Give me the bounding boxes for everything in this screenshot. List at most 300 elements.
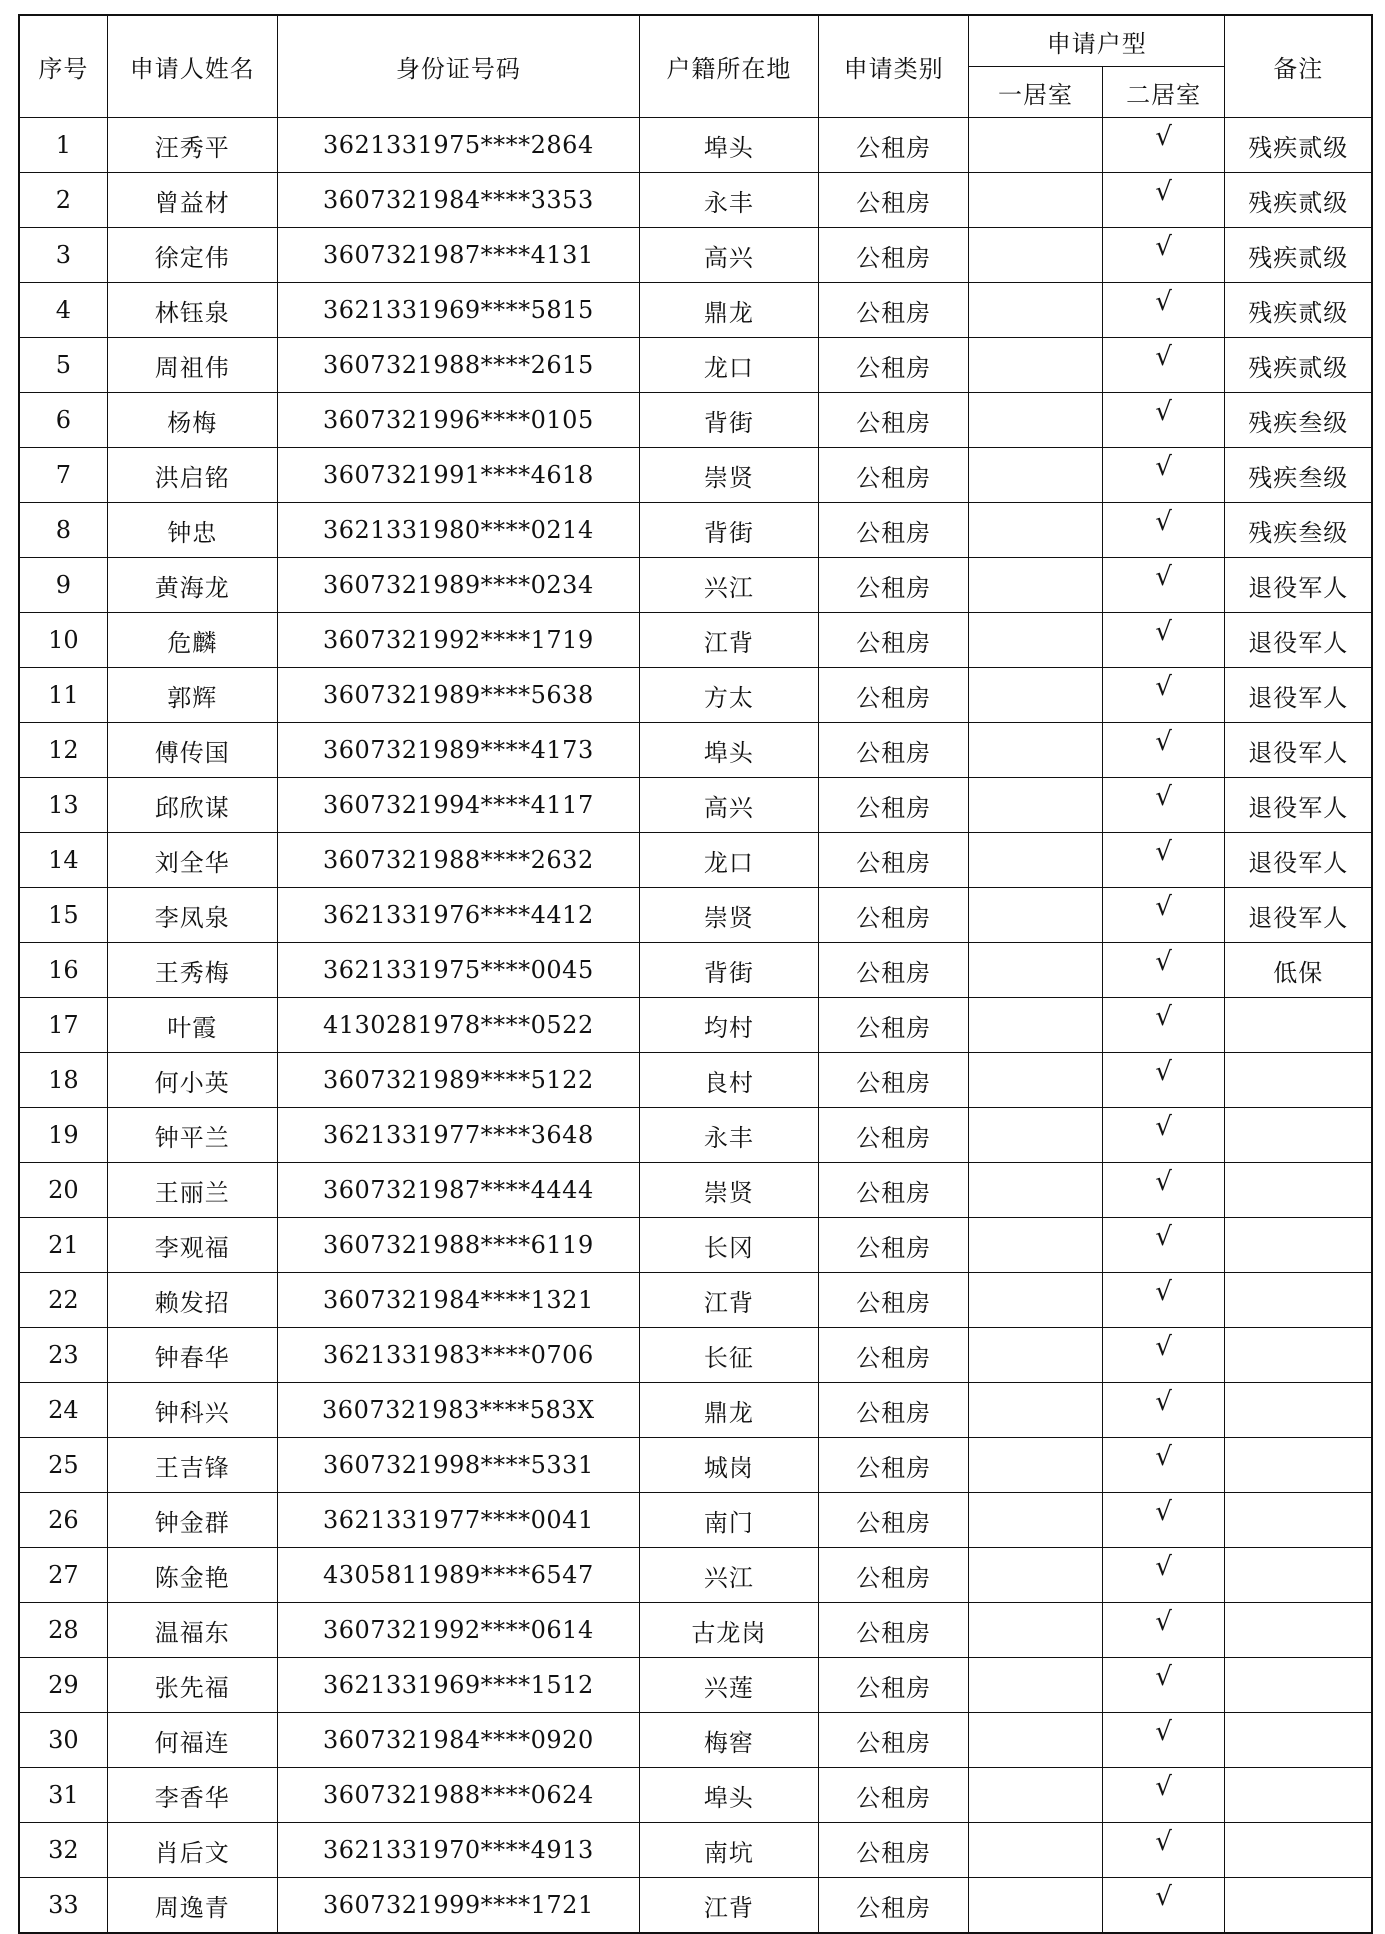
cell-location: 龙口 — [639, 833, 818, 888]
header-id: 身份证号码 — [277, 15, 639, 118]
cell-note: 退役军人 — [1225, 778, 1372, 833]
cell-two-bedroom: √ — [1102, 1273, 1225, 1328]
cell-seq: 22 — [19, 1273, 107, 1328]
cell-seq: 14 — [19, 833, 107, 888]
cell-seq: 27 — [19, 1548, 107, 1603]
cell-location: 城岗 — [639, 1438, 818, 1493]
cell-location: 崇贤 — [639, 888, 818, 943]
cell-note: 残疾贰级 — [1225, 228, 1372, 283]
header-seq: 序号 — [19, 15, 107, 118]
table-row — [19, 1658, 1372, 1713]
cell-name: 陈金艳 — [107, 1548, 277, 1603]
cell-location: 南门 — [639, 1493, 818, 1548]
cell-id-number: 3607321994****4117 — [277, 778, 639, 833]
cell-one-bedroom — [969, 558, 1103, 613]
cell-category: 公租房 — [819, 173, 969, 228]
cell-note: 残疾贰级 — [1225, 173, 1372, 228]
cell-one-bedroom — [969, 503, 1103, 558]
cell-two-bedroom: √ — [1102, 1768, 1225, 1823]
cell-id-number: 3607321987****4131 — [277, 228, 639, 283]
cell-id-number: 3607321989****4173 — [277, 723, 639, 778]
table-row — [19, 1053, 1372, 1108]
cell-note — [1225, 1823, 1372, 1878]
cell-two-bedroom: √ — [1102, 888, 1225, 943]
cell-location: 长冈 — [639, 1218, 818, 1273]
cell-one-bedroom — [969, 833, 1103, 888]
cell-location: 高兴 — [639, 228, 818, 283]
header-one-bedroom: 一居室 — [969, 67, 1103, 118]
cell-two-bedroom: √ — [1102, 503, 1225, 558]
cell-location: 古龙岗 — [639, 1603, 818, 1658]
cell-two-bedroom: √ — [1102, 118, 1225, 173]
cell-name: 王丽兰 — [107, 1163, 277, 1218]
cell-category: 公租房 — [819, 338, 969, 393]
cell-two-bedroom: √ — [1102, 998, 1225, 1053]
cell-category: 公租房 — [819, 613, 969, 668]
cell-location: 良村 — [639, 1053, 818, 1108]
cell-category: 公租房 — [819, 778, 969, 833]
cell-location: 背街 — [639, 503, 818, 558]
cell-id-number: 3607321989****0234 — [277, 558, 639, 613]
cell-note — [1225, 1053, 1372, 1108]
cell-two-bedroom: √ — [1102, 1823, 1225, 1878]
cell-id-number: 3621331975****2864 — [277, 118, 639, 173]
cell-name: 何小英 — [107, 1053, 277, 1108]
cell-two-bedroom: √ — [1102, 1328, 1225, 1383]
cell-note: 残疾叁级 — [1225, 393, 1372, 448]
header-two-bedroom: 二居室 — [1102, 67, 1225, 118]
cell-one-bedroom — [969, 228, 1103, 283]
cell-category: 公租房 — [819, 1548, 969, 1603]
cell-one-bedroom — [969, 1493, 1103, 1548]
cell-id-number: 3621331969****1512 — [277, 1658, 639, 1713]
cell-name: 李香华 — [107, 1768, 277, 1823]
cell-name: 王吉锋 — [107, 1438, 277, 1493]
table-row — [19, 1438, 1372, 1493]
cell-one-bedroom — [969, 1108, 1103, 1163]
cell-location: 江背 — [639, 1273, 818, 1328]
cell-seq: 32 — [19, 1823, 107, 1878]
cell-id-number: 4305811989****6547 — [277, 1548, 639, 1603]
cell-id-number: 3607321984****0920 — [277, 1713, 639, 1768]
cell-id-number: 3607321984****3353 — [277, 173, 639, 228]
cell-one-bedroom — [969, 1658, 1103, 1713]
table-body — [19, 118, 1372, 1934]
cell-note — [1225, 1438, 1372, 1493]
cell-two-bedroom: √ — [1102, 228, 1225, 283]
table-row — [19, 1878, 1372, 1934]
cell-seq: 2 — [19, 173, 107, 228]
cell-one-bedroom — [969, 1878, 1103, 1934]
cell-two-bedroom: √ — [1102, 943, 1225, 998]
table-row — [19, 1163, 1372, 1218]
cell-id-number: 3607321989****5638 — [277, 668, 639, 723]
cell-location: 龙口 — [639, 338, 818, 393]
cell-two-bedroom: √ — [1102, 1383, 1225, 1438]
cell-name: 王秀梅 — [107, 943, 277, 998]
cell-note: 残疾叁级 — [1225, 503, 1372, 558]
table-row — [19, 1493, 1372, 1548]
header-category: 申请类别 — [819, 15, 969, 118]
header-note: 备注 — [1225, 15, 1372, 118]
cell-name: 肖后文 — [107, 1823, 277, 1878]
table-row — [19, 173, 1372, 228]
cell-name: 曾益材 — [107, 173, 277, 228]
cell-name: 叶霞 — [107, 998, 277, 1053]
cell-one-bedroom — [969, 1328, 1103, 1383]
cell-name: 汪秀平 — [107, 118, 277, 173]
cell-category: 公租房 — [819, 1218, 969, 1273]
cell-category: 公租房 — [819, 448, 969, 503]
applicant-table — [18, 14, 1373, 1934]
cell-note — [1225, 1713, 1372, 1768]
cell-location: 兴江 — [639, 1548, 818, 1603]
cell-seq: 31 — [19, 1768, 107, 1823]
cell-name: 洪启铭 — [107, 448, 277, 503]
cell-seq: 21 — [19, 1218, 107, 1273]
cell-note — [1225, 1163, 1372, 1218]
cell-location: 均村 — [639, 998, 818, 1053]
cell-category: 公租房 — [819, 1878, 969, 1934]
table-row — [19, 1218, 1372, 1273]
cell-one-bedroom — [969, 1438, 1103, 1493]
cell-name: 钟平兰 — [107, 1108, 277, 1163]
cell-location: 埠头 — [639, 723, 818, 778]
cell-seq: 10 — [19, 613, 107, 668]
cell-category: 公租房 — [819, 1713, 969, 1768]
table-row — [19, 888, 1372, 943]
cell-location: 高兴 — [639, 778, 818, 833]
cell-location: 崇贤 — [639, 448, 818, 503]
cell-seq: 30 — [19, 1713, 107, 1768]
cell-note — [1225, 1603, 1372, 1658]
cell-id-number: 3607321988****0624 — [277, 1768, 639, 1823]
cell-two-bedroom: √ — [1102, 1603, 1225, 1658]
cell-seq: 17 — [19, 998, 107, 1053]
cell-id-number: 3607321991****4618 — [277, 448, 639, 503]
cell-seq: 3 — [19, 228, 107, 283]
cell-note — [1225, 1768, 1372, 1823]
cell-id-number: 3607321988****6119 — [277, 1218, 639, 1273]
cell-seq: 8 — [19, 503, 107, 558]
cell-location: 方太 — [639, 668, 818, 723]
cell-one-bedroom — [969, 118, 1103, 173]
header-unit-type: 申请户型 — [969, 15, 1225, 67]
cell-seq: 5 — [19, 338, 107, 393]
cell-seq: 13 — [19, 778, 107, 833]
cell-id-number: 3621331983****0706 — [277, 1328, 639, 1383]
cell-location: 永丰 — [639, 173, 818, 228]
cell-id-number: 3607321988****2615 — [277, 338, 639, 393]
cell-name: 张先福 — [107, 1658, 277, 1713]
table-row — [19, 1328, 1372, 1383]
cell-one-bedroom — [969, 998, 1103, 1053]
cell-location: 埠头 — [639, 1768, 818, 1823]
header-location: 户籍所在地 — [639, 15, 818, 118]
cell-id-number: 3607321992****1719 — [277, 613, 639, 668]
cell-note — [1225, 1548, 1372, 1603]
cell-name: 钟春华 — [107, 1328, 277, 1383]
cell-one-bedroom — [969, 1548, 1103, 1603]
cell-seq: 11 — [19, 668, 107, 723]
cell-location: 兴江 — [639, 558, 818, 613]
cell-name: 邱欣谋 — [107, 778, 277, 833]
cell-location: 梅窖 — [639, 1713, 818, 1768]
cell-id-number: 3621331976****4412 — [277, 888, 639, 943]
cell-id-number: 3621331970****4913 — [277, 1823, 639, 1878]
cell-id-number: 3607321988****2632 — [277, 833, 639, 888]
cell-two-bedroom: √ — [1102, 558, 1225, 613]
cell-seq: 26 — [19, 1493, 107, 1548]
cell-category: 公租房 — [819, 1383, 969, 1438]
cell-category: 公租房 — [819, 503, 969, 558]
cell-category: 公租房 — [819, 1603, 969, 1658]
cell-category: 公租房 — [819, 1108, 969, 1163]
cell-two-bedroom: √ — [1102, 778, 1225, 833]
cell-two-bedroom: √ — [1102, 668, 1225, 723]
cell-category: 公租房 — [819, 1273, 969, 1328]
cell-category: 公租房 — [819, 1768, 969, 1823]
cell-id-number: 3607321983****583X — [277, 1383, 639, 1438]
table-row — [19, 448, 1372, 503]
cell-category: 公租房 — [819, 833, 969, 888]
cell-two-bedroom: √ — [1102, 1713, 1225, 1768]
cell-seq: 19 — [19, 1108, 107, 1163]
table-row — [19, 668, 1372, 723]
cell-note: 退役军人 — [1225, 558, 1372, 613]
cell-id-number: 3621331977****3648 — [277, 1108, 639, 1163]
cell-one-bedroom — [969, 1768, 1103, 1823]
cell-id-number: 3607321999****1721 — [277, 1878, 639, 1934]
cell-seq: 23 — [19, 1328, 107, 1383]
cell-two-bedroom: √ — [1102, 1493, 1225, 1548]
cell-note — [1225, 1218, 1372, 1273]
cell-id-number: 3621331977****0041 — [277, 1493, 639, 1548]
table-row — [19, 1108, 1372, 1163]
cell-id-number: 3621331980****0214 — [277, 503, 639, 558]
cell-seq: 24 — [19, 1383, 107, 1438]
cell-note — [1225, 1493, 1372, 1548]
cell-id-number: 3607321996****0105 — [277, 393, 639, 448]
cell-id-number: 4130281978****0522 — [277, 998, 639, 1053]
cell-seq: 20 — [19, 1163, 107, 1218]
cell-location: 鼎龙 — [639, 283, 818, 338]
table-header — [19, 15, 1372, 118]
table-row — [19, 1603, 1372, 1658]
cell-location: 背街 — [639, 393, 818, 448]
cell-note — [1225, 1273, 1372, 1328]
cell-one-bedroom — [969, 173, 1103, 228]
cell-two-bedroom: √ — [1102, 1548, 1225, 1603]
cell-one-bedroom — [969, 888, 1103, 943]
cell-category: 公租房 — [819, 1658, 969, 1713]
cell-category: 公租房 — [819, 668, 969, 723]
cell-two-bedroom: √ — [1102, 1438, 1225, 1493]
cell-note: 残疾贰级 — [1225, 283, 1372, 338]
cell-name: 傅传国 — [107, 723, 277, 778]
cell-seq: 1 — [19, 118, 107, 173]
cell-seq: 25 — [19, 1438, 107, 1493]
cell-one-bedroom — [969, 283, 1103, 338]
table-row — [19, 943, 1372, 998]
cell-two-bedroom: √ — [1102, 1108, 1225, 1163]
cell-one-bedroom — [969, 1713, 1103, 1768]
cell-note: 退役军人 — [1225, 833, 1372, 888]
cell-category: 公租房 — [819, 723, 969, 778]
cell-seq: 33 — [19, 1878, 107, 1934]
cell-id-number: 3621331969****5815 — [277, 283, 639, 338]
table-row — [19, 1823, 1372, 1878]
cell-name: 赖发招 — [107, 1273, 277, 1328]
cell-location: 长征 — [639, 1328, 818, 1383]
cell-name: 温福东 — [107, 1603, 277, 1658]
cell-name: 危麟 — [107, 613, 277, 668]
cell-two-bedroom: √ — [1102, 723, 1225, 778]
cell-note: 低保 — [1225, 943, 1372, 998]
cell-category: 公租房 — [819, 228, 969, 283]
cell-note — [1225, 1328, 1372, 1383]
table-row — [19, 1273, 1372, 1328]
cell-seq: 9 — [19, 558, 107, 613]
cell-category: 公租房 — [819, 283, 969, 338]
cell-name: 刘全华 — [107, 833, 277, 888]
cell-note — [1225, 1878, 1372, 1934]
cell-one-bedroom — [969, 1163, 1103, 1218]
cell-location: 永丰 — [639, 1108, 818, 1163]
cell-name: 周祖伟 — [107, 338, 277, 393]
cell-category: 公租房 — [819, 998, 969, 1053]
cell-two-bedroom: √ — [1102, 833, 1225, 888]
cell-location: 鼎龙 — [639, 1383, 818, 1438]
table-row — [19, 558, 1372, 613]
cell-one-bedroom — [969, 1273, 1103, 1328]
cell-seq: 16 — [19, 943, 107, 998]
cell-name: 李凤泉 — [107, 888, 277, 943]
cell-name: 郭辉 — [107, 668, 277, 723]
cell-category: 公租房 — [819, 393, 969, 448]
cell-category: 公租房 — [819, 1823, 969, 1878]
cell-one-bedroom — [969, 723, 1103, 778]
cell-seq: 12 — [19, 723, 107, 778]
cell-category: 公租房 — [819, 1438, 969, 1493]
table-row — [19, 1383, 1372, 1438]
cell-note — [1225, 1108, 1372, 1163]
cell-category: 公租房 — [819, 943, 969, 998]
table-row — [19, 723, 1372, 778]
cell-seq: 7 — [19, 448, 107, 503]
cell-one-bedroom — [969, 778, 1103, 833]
cell-two-bedroom: √ — [1102, 1053, 1225, 1108]
cell-category: 公租房 — [819, 1053, 969, 1108]
table-row — [19, 283, 1372, 338]
cell-seq: 6 — [19, 393, 107, 448]
table-row — [19, 833, 1372, 888]
cell-one-bedroom — [969, 338, 1103, 393]
cell-name: 何福连 — [107, 1713, 277, 1768]
cell-note: 退役军人 — [1225, 668, 1372, 723]
cell-two-bedroom: √ — [1102, 338, 1225, 393]
cell-note — [1225, 998, 1372, 1053]
cell-two-bedroom: √ — [1102, 613, 1225, 668]
cell-two-bedroom: √ — [1102, 1163, 1225, 1218]
cell-note: 退役军人 — [1225, 888, 1372, 943]
cell-name: 杨梅 — [107, 393, 277, 448]
cell-location: 崇贤 — [639, 1163, 818, 1218]
cell-category: 公租房 — [819, 1493, 969, 1548]
table-row — [19, 998, 1372, 1053]
cell-category: 公租房 — [819, 1328, 969, 1383]
table-row — [19, 1768, 1372, 1823]
cell-two-bedroom: √ — [1102, 1878, 1225, 1934]
cell-one-bedroom — [969, 1823, 1103, 1878]
cell-note — [1225, 1383, 1372, 1438]
table-row — [19, 1548, 1372, 1603]
cell-name: 周逸青 — [107, 1878, 277, 1934]
cell-one-bedroom — [969, 1218, 1103, 1273]
cell-two-bedroom: √ — [1102, 173, 1225, 228]
cell-id-number: 3607321984****1321 — [277, 1273, 639, 1328]
cell-note: 残疾贰级 — [1225, 338, 1372, 393]
cell-name: 钟忠 — [107, 503, 277, 558]
cell-location: 背街 — [639, 943, 818, 998]
cell-category: 公租房 — [819, 888, 969, 943]
cell-note: 退役军人 — [1225, 613, 1372, 668]
table-row — [19, 118, 1372, 173]
cell-category: 公租房 — [819, 118, 969, 173]
cell-note: 退役军人 — [1225, 723, 1372, 778]
cell-seq: 28 — [19, 1603, 107, 1658]
table-row — [19, 228, 1372, 283]
table-row — [19, 778, 1372, 833]
cell-one-bedroom — [969, 1603, 1103, 1658]
table-row — [19, 338, 1372, 393]
cell-id-number: 3607321992****0614 — [277, 1603, 639, 1658]
cell-one-bedroom — [969, 1383, 1103, 1438]
cell-name: 徐定伟 — [107, 228, 277, 283]
cell-one-bedroom — [969, 393, 1103, 448]
cell-location: 兴莲 — [639, 1658, 818, 1713]
cell-category: 公租房 — [819, 558, 969, 613]
cell-note: 残疾叁级 — [1225, 448, 1372, 503]
cell-two-bedroom: √ — [1102, 1218, 1225, 1273]
cell-name: 林钰泉 — [107, 283, 277, 338]
cell-location: 江背 — [639, 1878, 818, 1934]
table-row — [19, 1713, 1372, 1768]
cell-two-bedroom: √ — [1102, 448, 1225, 503]
cell-seq: 18 — [19, 1053, 107, 1108]
table-row — [19, 613, 1372, 668]
cell-one-bedroom — [969, 1053, 1103, 1108]
cell-note — [1225, 1658, 1372, 1713]
cell-one-bedroom — [969, 668, 1103, 723]
cell-two-bedroom: √ — [1102, 283, 1225, 338]
cell-name: 钟金群 — [107, 1493, 277, 1548]
cell-id-number: 3607321998****5331 — [277, 1438, 639, 1493]
cell-id-number: 3607321987****4444 — [277, 1163, 639, 1218]
cell-seq: 15 — [19, 888, 107, 943]
cell-name: 黄海龙 — [107, 558, 277, 613]
cell-name: 钟科兴 — [107, 1383, 277, 1438]
cell-location: 南坑 — [639, 1823, 818, 1878]
table-row — [19, 503, 1372, 558]
cell-id-number: 3607321989****5122 — [277, 1053, 639, 1108]
cell-two-bedroom: √ — [1102, 393, 1225, 448]
cell-name: 李观福 — [107, 1218, 277, 1273]
cell-location: 江背 — [639, 613, 818, 668]
cell-one-bedroom — [969, 448, 1103, 503]
cell-note: 残疾贰级 — [1225, 118, 1372, 173]
cell-one-bedroom — [969, 613, 1103, 668]
